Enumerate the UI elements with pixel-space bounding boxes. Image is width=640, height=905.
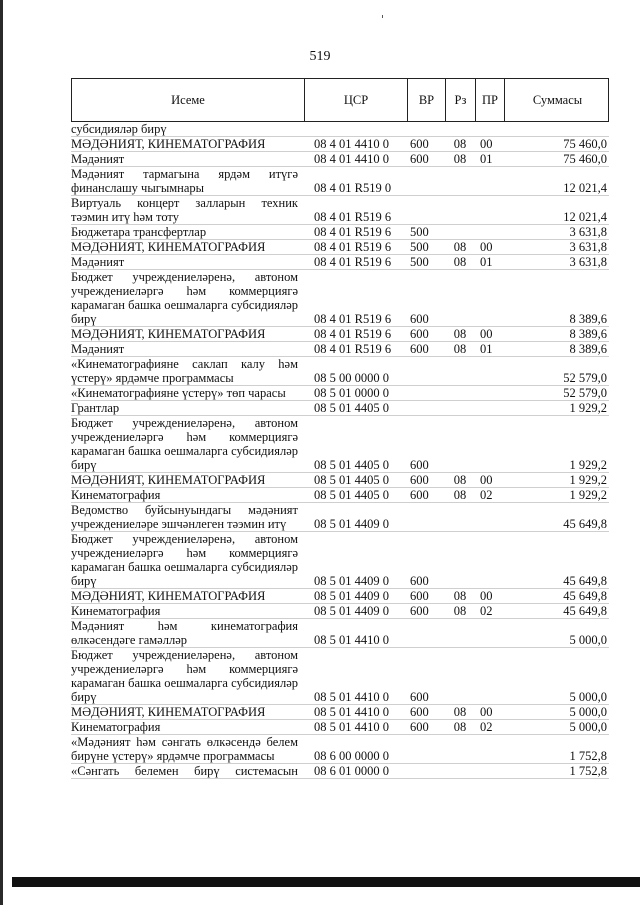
cell-name: Бюджет учреждениеләренә, автоном учреждениеләргә һәм коммерциягә карамаган башка оешмаларга субсидияләр бирү <box>71 648 298 704</box>
cell-code: 08 4 01 R519 6 <box>314 240 392 254</box>
cell-name: Кинематография <box>71 604 161 618</box>
cell-sum: 8 389,6 <box>569 312 607 326</box>
table-row <box>71 416 609 473</box>
cell-sum: 5 000,0 <box>569 705 607 719</box>
cell-pr: 01 <box>480 152 493 166</box>
cell-code: 08 4 01 R519 6 <box>314 327 392 341</box>
table-row <box>71 764 609 779</box>
table-row <box>71 503 609 532</box>
cell-code: 08 5 01 4409 0 <box>314 517 389 531</box>
header-sum: Суммасы <box>532 92 583 107</box>
cell-rz: 08 <box>453 720 467 734</box>
table-row <box>71 167 609 196</box>
cell-code: 08 4 01 R519 6 <box>314 255 392 269</box>
scan-bottom-border <box>12 877 640 887</box>
table-row <box>71 225 609 240</box>
cell-rz: 08 <box>453 473 467 487</box>
cell-vr: 600 <box>410 705 429 719</box>
cell-sum: 1 929,2 <box>569 488 607 502</box>
budget-table <box>71 78 609 779</box>
cell-rz: 08 <box>453 342 467 356</box>
cell-code: 08 4 01 R519 0 <box>314 181 392 195</box>
cell-vr: 600 <box>410 604 429 618</box>
scan-left-edge <box>0 0 3 905</box>
table-row <box>71 270 609 327</box>
cell-sum: 1 752,8 <box>569 764 607 778</box>
cell-name: Мәдәният <box>71 152 125 166</box>
cell-pr: 00 <box>480 327 493 341</box>
cell-name: МӘДӘНИЯТ, КИНЕМАТОГРАФИЯ <box>71 327 266 341</box>
cell-code: 08 4 01 R519 6 <box>314 342 392 356</box>
table-row <box>71 196 609 225</box>
cell-sum: 1 929,2 <box>569 401 607 415</box>
cell-vr: 600 <box>410 137 429 151</box>
cell-vr: 600 <box>410 312 429 326</box>
cell-code: 08 5 01 4405 0 <box>314 401 389 415</box>
cell-code: 08 5 01 4410 0 <box>314 690 389 704</box>
cell-vr: 500 <box>410 225 429 239</box>
table-row <box>71 240 609 255</box>
table-row <box>71 255 609 270</box>
cell-vr: 500 <box>410 240 429 254</box>
cell-code: 08 4 01 4410 0 <box>314 137 389 151</box>
cell-code: 08 4 01 R519 6 <box>314 312 392 326</box>
cell-sum: 75 460,0 <box>563 152 607 166</box>
cell-code: 08 4 01 4410 0 <box>314 152 389 166</box>
cell-rz: 08 <box>453 240 467 254</box>
cell-name: Кинематография <box>71 720 161 734</box>
cell-code: 08 5 01 4409 0 <box>314 604 389 618</box>
cell-pr: 02 <box>480 488 493 502</box>
cell-vr: 600 <box>410 589 429 603</box>
cell-vr: 600 <box>410 488 429 502</box>
cell-sum: 3 631,8 <box>569 255 607 269</box>
cell-code: 08 5 01 4405 0 <box>314 458 389 472</box>
table-row <box>71 735 609 764</box>
cell-rz: 08 <box>453 604 467 618</box>
header-code: ЦСР <box>305 79 408 121</box>
table-row <box>71 532 609 589</box>
table-row <box>71 589 609 604</box>
cell-name: «Кинематографияне саклап калу һәм үстерү» ярдәмче программасы <box>71 357 298 385</box>
cell-rz: 08 <box>453 137 467 151</box>
cell-sum: 52 579,0 <box>563 371 607 385</box>
cell-name: Бюджет учреждениеләренә, автоном учреждениеләргә һәм коммерциягә карамаган башка оешмаларга субсидияләр бирү <box>71 532 298 588</box>
cell-name: Мәдәният <box>71 255 125 269</box>
cell-code: 08 4 01 R519 6 <box>314 210 392 224</box>
header-rz: Рз <box>446 79 476 121</box>
table-row <box>71 648 609 705</box>
table-row <box>71 705 609 720</box>
header-vr: ВР <box>408 79 446 121</box>
table-row <box>71 619 609 648</box>
page-number: 519 <box>309 49 331 64</box>
cell-pr: 00 <box>480 589 493 603</box>
cell-sum: 1 752,8 <box>569 749 607 763</box>
cell-name: Виртуаль концерт залларын техник тәэмин итү һәм тоту <box>71 196 298 224</box>
cell-rz: 08 <box>453 255 467 269</box>
cell-sum: 3 631,8 <box>569 225 607 239</box>
header-pr: ПР <box>476 79 505 121</box>
cell-code: 08 5 01 4410 0 <box>314 720 389 734</box>
cell-vr: 600 <box>410 327 429 341</box>
cell-pr: 01 <box>480 342 493 356</box>
cell-vr: 600 <box>410 342 429 356</box>
cell-code: 08 5 01 4409 0 <box>314 574 389 588</box>
cell-sum: 12 021,4 <box>563 210 607 224</box>
cell-pr: 02 <box>480 720 493 734</box>
cell-pr: 02 <box>480 604 493 618</box>
table-body <box>71 122 609 779</box>
cell-pr: 00 <box>480 137 493 151</box>
scan-mark <box>382 15 383 18</box>
cell-name: Ведомство буйсынуындагы мәдәният учреждениеләре эшчәнлеген тәэмин итү <box>71 503 298 531</box>
cell-vr: 600 <box>410 720 429 734</box>
table-header <box>71 78 609 122</box>
table-row <box>71 122 609 137</box>
cell-rz: 08 <box>453 705 467 719</box>
cell-vr: 500 <box>410 255 429 269</box>
cell-sum: 52 579,0 <box>563 386 607 400</box>
cell-sum: 8 389,6 <box>569 327 607 341</box>
cell-name: МӘДӘНИЯТ, КИНЕМАТОГРАФИЯ <box>71 705 266 719</box>
cell-code: 08 5 01 4410 0 <box>314 705 389 719</box>
cell-name: МӘДӘНИЯТ, КИНЕМАТОГРАФИЯ <box>71 137 266 151</box>
cell-name: Бюджет учреждениеләренә, автоном учреждениеләргә һәм коммерциягә карамаган башка оешмаларга субсидияләр бирү <box>71 270 298 326</box>
table-row <box>71 327 609 342</box>
cell-name: Мәдәният тармагына ярдәм итүгә финанслашу чыгымнары <box>71 167 298 195</box>
cell-pr: 00 <box>480 705 493 719</box>
cell-rz: 08 <box>453 152 467 166</box>
cell-code: 08 6 00 0000 0 <box>314 749 389 763</box>
cell-sum: 45 649,8 <box>563 604 607 618</box>
cell-sum: 5 000,0 <box>569 720 607 734</box>
cell-sum: 12 021,4 <box>563 181 607 195</box>
cell-name: «Мәдәният һәм сәнгать өлкәсендә белем бирүне үстерү» ярдәмче программасы <box>71 735 298 763</box>
cell-vr: 600 <box>410 458 429 472</box>
cell-sum: 45 649,8 <box>563 517 607 531</box>
cell-name: «Кинематографияне үстерү» төп чарасы <box>71 386 286 400</box>
cell-vr: 600 <box>410 152 429 166</box>
cell-pr: 00 <box>480 473 493 487</box>
cell-sum: 3 631,8 <box>569 240 607 254</box>
cell-vr: 600 <box>410 574 429 588</box>
cell-sum: 5 000,0 <box>569 690 607 704</box>
cell-name: МӘДӘНИЯТ, КИНЕМАТОГРАФИЯ <box>71 473 266 487</box>
cell-sum: 45 649,8 <box>563 589 607 603</box>
cell-name: Бюджетара трансфертлар <box>71 225 207 239</box>
table-row <box>71 720 609 735</box>
cell-name: Бюджет учреждениеләренә, автоном учреждениеләргә һәм коммерциягә карамаган башка оешмаларга субсидияләр бирү <box>71 416 298 472</box>
cell-name: Грантлар <box>71 401 120 415</box>
table-row <box>71 137 609 152</box>
table-row <box>71 152 609 167</box>
header-name: Исеме <box>72 79 305 121</box>
table-row <box>71 357 609 386</box>
cell-name: «Сәнгать белемен бирү системасын <box>71 764 298 778</box>
cell-code: 08 5 01 4410 0 <box>314 633 389 647</box>
cell-sum: 75 460,0 <box>563 137 607 151</box>
table-row <box>71 386 609 401</box>
cell-code: 08 5 00 0000 0 <box>314 371 389 385</box>
cell-sum: 5 000,0 <box>569 633 607 647</box>
cell-name: Мәдәният һәм кинематография өлкәсендәге гамәлләр <box>71 619 298 647</box>
cell-pr: 00 <box>480 240 493 254</box>
cell-sum: 8 389,6 <box>569 342 607 356</box>
cell-name: МӘДӘНИЯТ, КИНЕМАТОГРАФИЯ <box>71 240 266 254</box>
table-row <box>71 401 609 416</box>
cell-code: 08 6 01 0000 0 <box>314 764 389 778</box>
cell-code: 08 5 01 0000 0 <box>314 386 389 400</box>
cell-code: 08 5 01 4405 0 <box>314 488 389 502</box>
table-row <box>71 488 609 503</box>
cell-vr: 600 <box>410 690 429 704</box>
cell-rz: 08 <box>453 327 467 341</box>
cell-vr: 600 <box>410 473 429 487</box>
cell-pr: 01 <box>480 255 493 269</box>
cell-name: Кинематография <box>71 488 161 502</box>
cell-code: 08 5 01 4405 0 <box>314 473 389 487</box>
cell-code: 08 5 01 4409 0 <box>314 589 389 603</box>
table-row <box>71 473 609 488</box>
cell-sum: 45 649,8 <box>563 574 607 588</box>
table-row <box>71 342 609 357</box>
cell-sum: 1 929,2 <box>569 473 607 487</box>
table-row <box>71 604 609 619</box>
cell-rz: 08 <box>453 589 467 603</box>
cell-name: Мәдәният <box>71 342 125 356</box>
cell-code: 08 4 01 R519 6 <box>314 225 392 239</box>
cell-name: субсидияләр бирү <box>71 122 167 136</box>
cell-name: МӘДӘНИЯТ, КИНЕМАТОГРАФИЯ <box>71 589 266 603</box>
cell-sum: 1 929,2 <box>569 458 607 472</box>
cell-rz: 08 <box>453 488 467 502</box>
